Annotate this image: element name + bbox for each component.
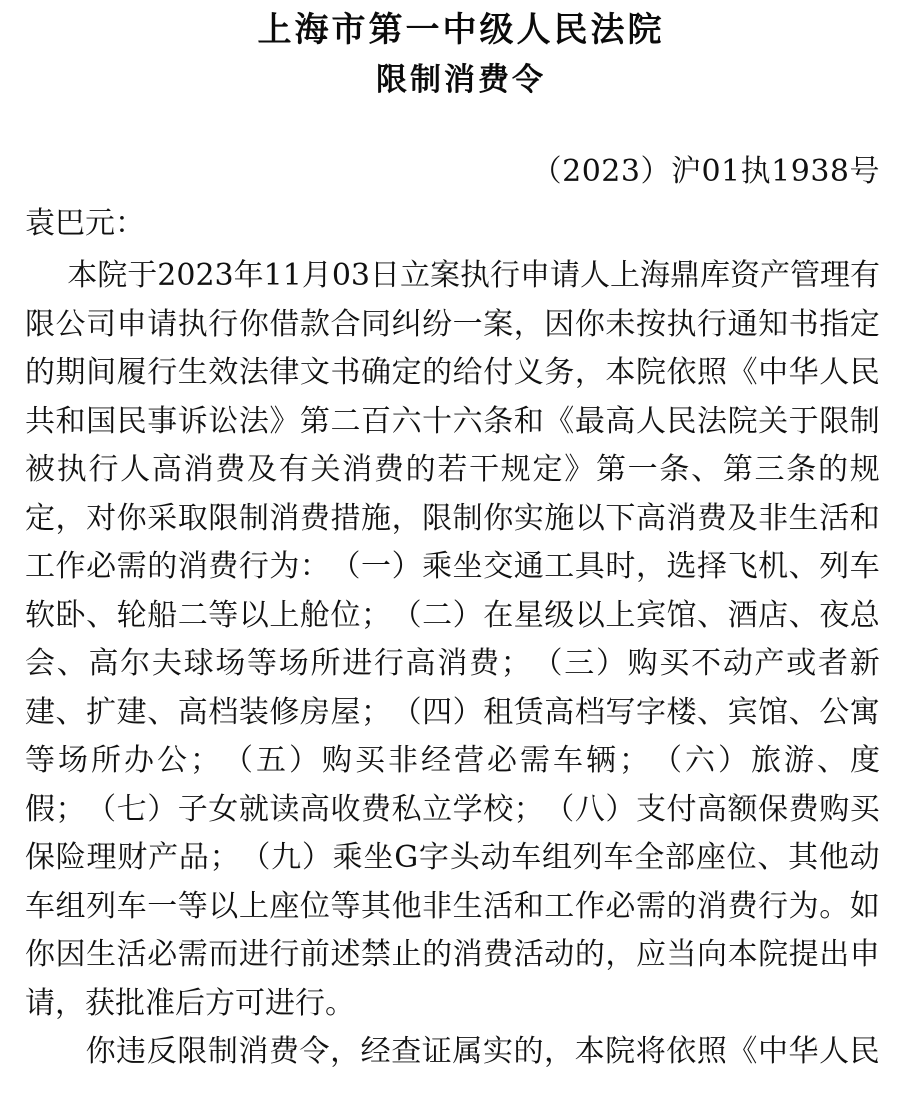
body-line: 限 公 司 申 请 执 行 你 借 款 合 同 纠 纷 一 案 ， 因 你 未 按 执 行 通 知 书 指 定 [25, 306, 880, 342]
body-line: 工 作 必 需 的 消 费 行 为 ： （ 一 ） 乘 坐 交 通 工 具 时 ， 选 择 飞 机 、 列 车 [25, 549, 880, 584]
body-line: 假 ； （ 七 ） 子 女 就 读 高 收 费 私 立 学 校 ； （ 八 ） 支 付 高 额 保 费 购 买 [25, 791, 880, 827]
case-number-row [0, 150, 922, 194]
body-line: 共 和 国 民 事 诉 讼 法 》 第 二 百 六 十 六 条 和 《 最 高 人 民 法 院 关 于 限 制 [25, 403, 880, 439]
recipient-row [0, 200, 922, 248]
body-line: 被 执 行 人 高 消 费 及 有 关 消 费 的 若 干 规 定 》 第 一 条 、 第 三 条 的 规 [25, 452, 880, 487]
body-line-clipped: 你 违 反 限 制 消 费 令 ， 经 查 证 属 实 的 ， 本 院 将 依 照 《 中 华 人 民 [25, 1028, 880, 1050]
court-name-title: 上海市第一中级人民法院 [257, 10, 665, 50]
paragraph-indent [25, 1028, 85, 1050]
case-number: （2023）沪01执1938号 [531, 154, 880, 189]
document-header [0, 0, 922, 102]
body-line: 定 ， 对 你 采 取 限 制 消 费 措 施 ， 限 制 你 实 施 以 下 高 消 费 及 非 生 活 和 [25, 500, 880, 536]
body-line: 本 院 于 2 0 2 3 年 1 1 月 0 3 日 立 案 执 行 申 请 人 上 海 鼎 库 资 产 管 理 有 [25, 252, 880, 301]
body-line: 会 、 高 尔 夫 球 场 等 场 所 进 行 高 消 费 ； （ 三 ） 购 买 不 动 产 或 者 新 [25, 646, 880, 681]
body-line: 保 险 理 财 产 品 ； （ 九 ） 乘 坐 G 字 头 动 车 组 列 车 全 部 座 位 、 其 他 动 [25, 840, 880, 875]
document-type-title: 限制消费令 [376, 62, 546, 98]
recipient-name: 袁巴元： [25, 206, 145, 241]
document-body [0, 252, 922, 1069]
body-line: 车 组 列 车 一 等 以 上 座 位 等 其 他 非 生 活 和 工 作 必 需 的 消 费 行 为 。 如 [25, 888, 880, 924]
body-line: 软 卧 、 轮 船 二 等 以 上 舱 位 ； （ 二 ） 在 星 级 以 上 宾 馆 、 酒 店 、 夜 总 [25, 597, 880, 633]
paragraph-indent [25, 252, 67, 301]
body-line: 的 期 间 履 行 生 效 法 律 文 书 确 定 的 给 付 义 务 ， 本 院 依 照 《 中 华 人 民 [25, 355, 880, 390]
body-line: 建 、 扩 建 、 高 档 装 修 房 屋 ； （ 四 ） 租 赁 高 档 写 字 楼 、 宾 馆 、 公 寓 [25, 694, 880, 730]
body-line: 请，获批准后方可进行。 [25, 985, 355, 1021]
body-line: 等 场 所 办 公 ； （ 五 ） 购 买 非 经 营 必 需 车 辆 ； （ 六 ） 旅 游 、 度 [25, 743, 880, 778]
body-line: 你 因 生 活 必 需 而 进 行 前 述 禁 止 的 消 费 活 动 的 ， 应 当 向 本 院 提 出 申 [25, 937, 880, 972]
